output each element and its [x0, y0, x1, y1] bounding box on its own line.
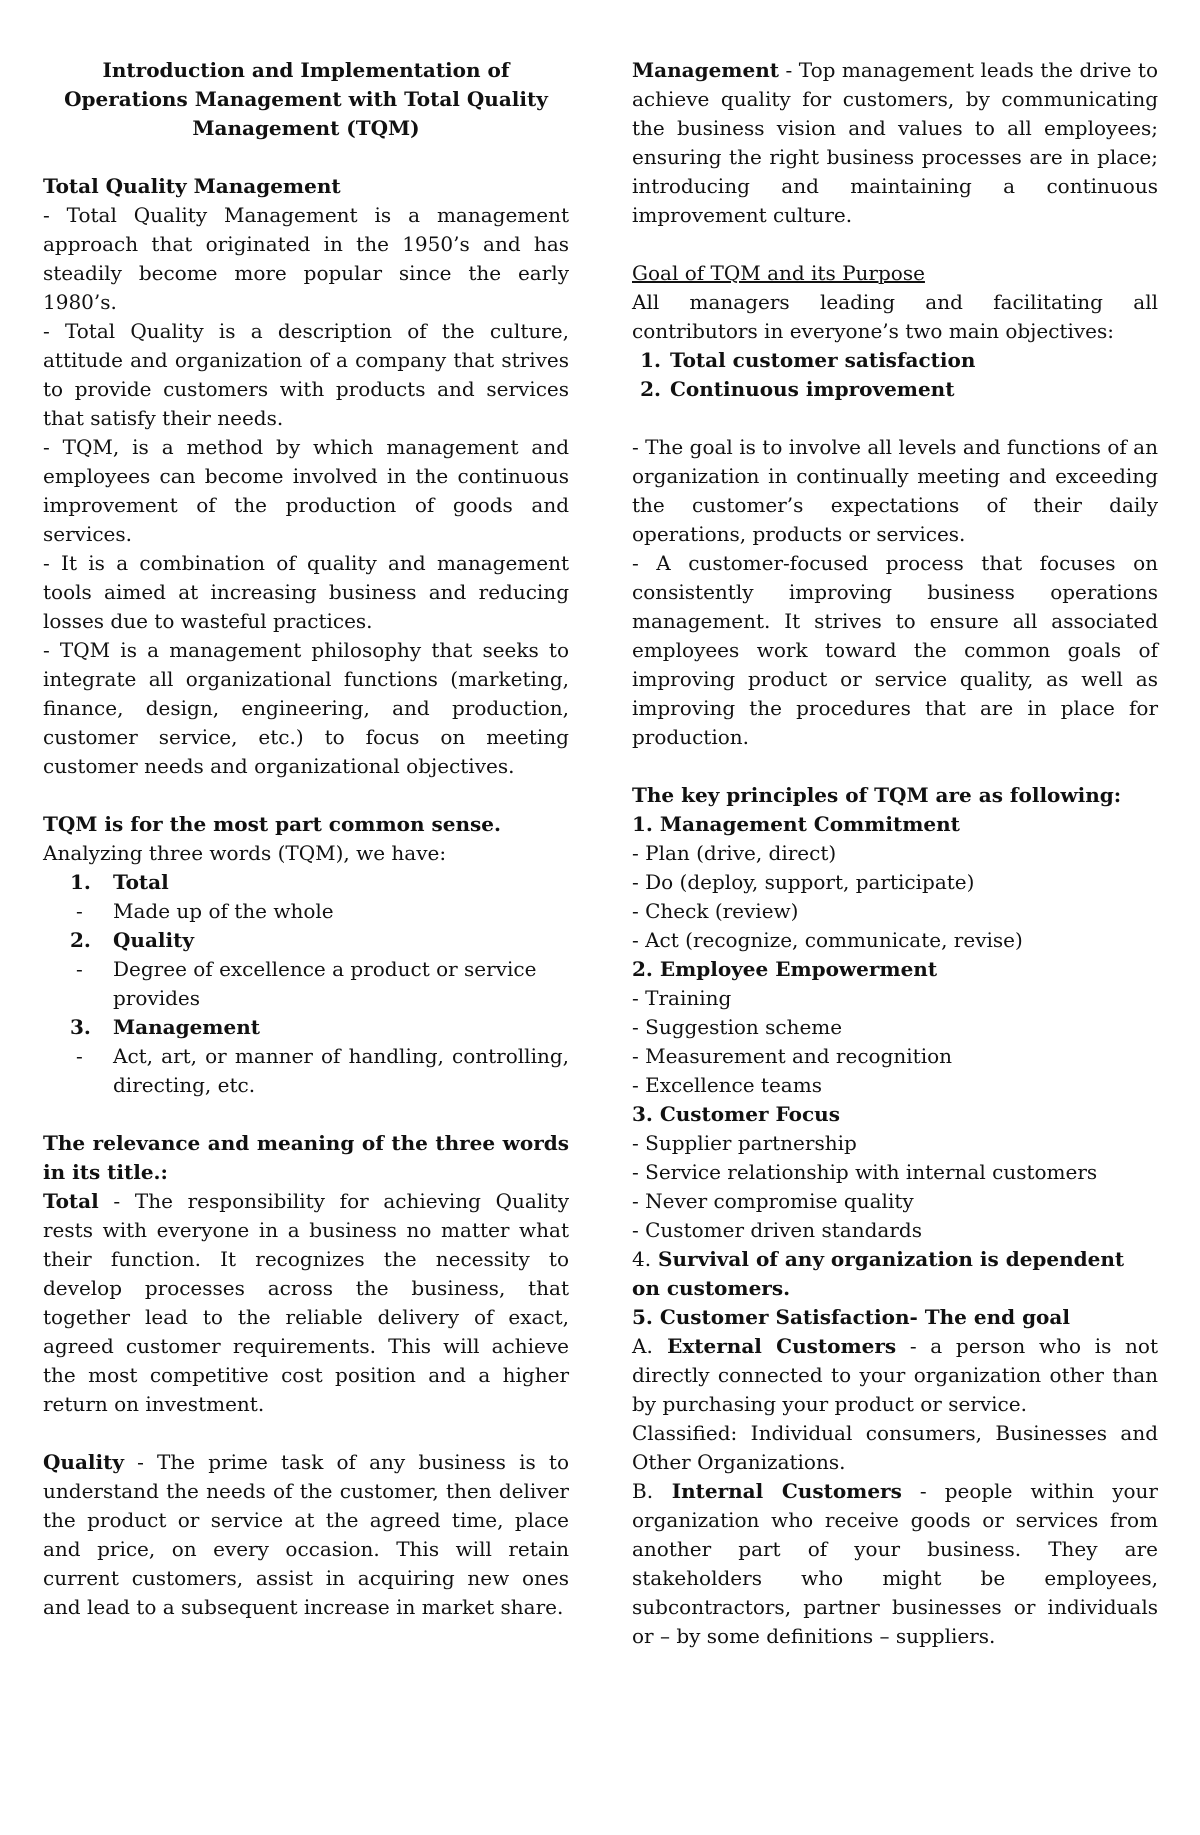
document-title: Introduction and Implementation of Operations Management with Total Quality Management (TQM) [64, 58, 548, 140]
list-item: - Training [632, 986, 732, 1010]
objectives-list [632, 346, 1158, 404]
goal-heading: Goal of TQM and its Purpose [632, 261, 925, 285]
list-item: - Act (recognize, communicate, revise) [632, 928, 1023, 952]
list-item: 2. Continuous improvement [640, 377, 955, 401]
principle-5-heading: 5. Customer Satisfaction- The end goal [632, 1305, 1070, 1329]
principle-4-heading: 4. Survival of any organization is dependent on customers. [632, 1247, 1125, 1300]
goal-bullet: - The goal is to involve all levels and functions of an organization in continually meeting and exceeding the customer’s expectations of their daily operations, products or services. [632, 435, 1158, 546]
tqm-bullet: - It is a combination of quality and management tools aimed at increasing business and reducing losses due to wasteful practices. [43, 551, 569, 633]
right-column [632, 56, 1158, 1835]
list-item: - Supplier partnership [632, 1131, 857, 1155]
external-customers-paragraph: A. External Customers - a person who is not directly connected to your organization other than by purchasing your product or service. [632, 1334, 1159, 1416]
principles-heading: The key principles of TQM are as following: [632, 783, 1122, 807]
list-item: - Do (deploy, support, participate) [632, 870, 975, 894]
management-paragraph: Management - Top management leads the drive to achieve quality for customers, by communicating the business vision and values to all employees; ensuring the right business processes are in place; introducing and maintaining a continuous improvement culture. [632, 58, 1158, 227]
common-sense-statement: TQM is for the most part common sense. [43, 812, 501, 836]
word-management: 3. Management [70, 1015, 260, 1039]
word-quality-meaning: - Degree of excellence a product or service provides [76, 957, 537, 1010]
word-total-meaning: - Made up of the whole [76, 899, 334, 923]
list-item: - Service relationship with internal customers [632, 1160, 1098, 1184]
tqm-heading: Total Quality Management [43, 174, 341, 198]
total-paragraph: Total - The responsibility for achieving Quality rests with everyone in a business no matter what their function. It recognizes the necessity to develop processes across the business, that together lead to the reliable delivery of exact, agreed customer requirements. This will achieve the most competitive cost position and a higher return on investment. [43, 1189, 569, 1416]
goal-bullet: - A customer-focused process that focuses on consistently improving business operations management. It strives to ensure all associated employees work toward the common goals of improving product or service quality, as well as improving the procedures that are in place for production. [632, 551, 1158, 749]
tqm-bullet: - TQM, is a method by which management and employees can become involved in the continuous improvement of the production of goods and services. [43, 435, 569, 546]
list-item: - Measurement and recognition [632, 1044, 953, 1068]
principle-3-heading: 3. Customer Focus [632, 1102, 840, 1126]
word-management-meaning: - Act, art, or manner of handling, controlling, directing, etc. [76, 1044, 569, 1097]
list-item: - Suggestion scheme [632, 1015, 843, 1039]
classified-paragraph: Classified: Individual consumers, Businesses and Other Organizations. [632, 1421, 1158, 1474]
list-item: - Customer driven standards [632, 1218, 922, 1242]
principle-1-heading: 1. Management Commitment [632, 812, 960, 836]
analyzing-intro: Analyzing three words (TQM), we have: [43, 841, 447, 865]
list-item: 1. Total customer satisfaction [640, 348, 976, 372]
internal-customers-paragraph: B. Internal Customers - people within your organization who receive goods or services from another part of your business. They are stakeholders who might be employees, subcontractors, partner businesses or individuals or – by some definitions – suppliers. [632, 1479, 1158, 1648]
relevance-heading: The relevance and meaning of the three words in its title.: [43, 1131, 569, 1184]
word-quality: 2. Quality [70, 928, 194, 952]
list-item: - Excellence teams [632, 1073, 822, 1097]
list-item: - Check (review) [632, 899, 799, 923]
word-total: 1. Total [70, 870, 169, 894]
tqm-bullet: - Total Quality is a description of the culture, attitude and organization of a company that strives to provide customers with products and services that satisfy their needs. [43, 319, 569, 430]
list-item: - Plan (drive, direct) [632, 841, 837, 865]
goal-intro: All managers leading and facilitating all contributors in everyone’s two main objectives: [632, 290, 1158, 343]
tqm-bullet: - Total Quality Management is a management approach that originated in the 1950’s and has steadily become more popular since the early 1980’s. [43, 203, 569, 314]
principle-2-heading: 2. Employee Empowerment [632, 957, 938, 981]
left-column [43, 56, 569, 1835]
quality-paragraph: Quality - The prime task of any business is to understand the needs of the customer, then deliver the product or service at the agreed time, place and price, on every occasion. This will retain current customers, assist in acquiring new ones and lead to a subsequent increase in market share. [43, 1450, 569, 1619]
tqm-bullet: - TQM is a management philosophy that seeks to integrate all organizational functions (marketing, finance, design, engineering, and production, customer service, etc.) to focus on meeting customer needs and organizational objectives. [43, 638, 569, 778]
list-item: - Never compromise quality [632, 1189, 914, 1213]
